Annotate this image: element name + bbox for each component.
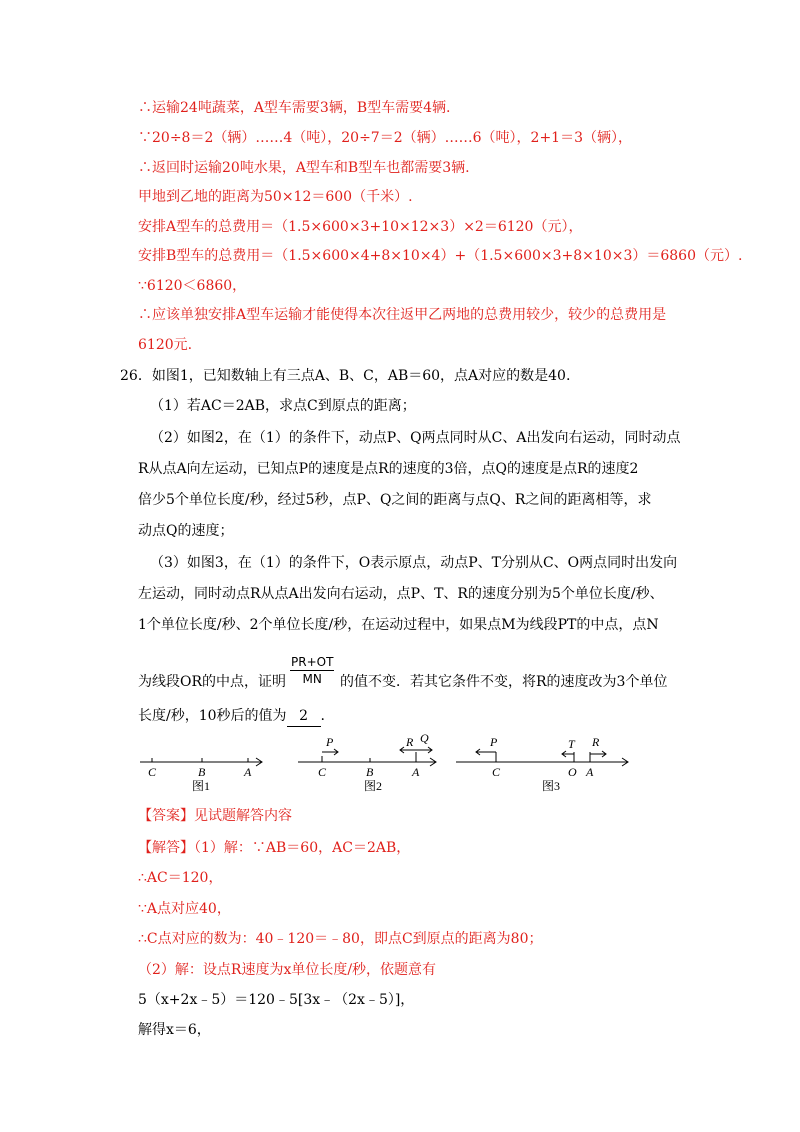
solution-line: 6120元.: [138, 337, 193, 353]
figure-caption: 图3: [542, 779, 561, 793]
point-label: P: [326, 735, 334, 749]
answer-line: 5（x+2x﹣5）＝120﹣5[3x﹣（2x﹣5）]，: [138, 992, 415, 1008]
answer-line: ∴AC＝120，: [138, 870, 223, 886]
solution-line: 甲地到乙地的距离为50×12＝600（千米）.: [138, 189, 413, 205]
figure-caption: 图2: [364, 779, 383, 793]
question-2-line: 动点Q的速度；: [138, 523, 234, 539]
answer-line: （2）解：设点R速度为x单位长度/秒，依题意有: [138, 962, 437, 978]
point-label: C: [318, 765, 327, 779]
question-3-text: .: [320, 708, 325, 724]
fraction: [290, 655, 334, 686]
solution-line: 安排A型车的总费用＝（1.5×600×3+10×12×3）×2＝6120（元），: [138, 219, 583, 235]
point-label: Q: [420, 732, 429, 745]
figure-3: [456, 735, 628, 793]
problem-stem: 26．如图1，已知数轴上有三点A、B、C，AB＝60，点A对应的数是40.: [120, 368, 571, 384]
question-2-line: （2）如图2，在（1）的条件下，动点P、Q两点同时从C、A出发向右运动，同时动点: [150, 430, 681, 446]
point-label: A: [586, 765, 594, 779]
answer-line: ∵A点对应40，: [138, 901, 231, 917]
fraction-numerator: PR+OT: [291, 655, 334, 669]
answer-blank: 2: [287, 706, 321, 727]
point-label: C: [148, 765, 157, 779]
question-3-line: （3）如图3，在（1）的条件下，O表示原点，动点P、T分别从C、O两点同时出发向: [150, 555, 678, 571]
answer-tag: 【答案】见试题解答内容: [138, 808, 292, 824]
figure-2: [298, 732, 436, 793]
answer-line: ∴C点对应的数为：40﹣120＝﹣80，即点C到原点的距离为80；: [138, 931, 543, 947]
point-label: C: [492, 765, 501, 779]
question-3-text: 长度/秒，10秒后的值为: [138, 708, 287, 724]
point-label: P: [490, 735, 498, 749]
answer-line: 【解答】（1）解：∵AB＝60，AC＝2AB，: [138, 840, 411, 856]
point-label: R: [406, 735, 414, 749]
question-3-line: 1个单位长度/秒、2个单位长度/秒，在运动过程中，如果点M为线段PT的中点，点N: [138, 617, 659, 633]
solution-line: ∴返回时运输20吨水果，A型车和B型车也都需要3辆.: [138, 160, 470, 176]
fraction-denominator: MN: [302, 672, 322, 686]
solution-line: ∴应该单独安排A型车运输才能使得本次往返甲乙两地的总费用较少，较少的总费用是: [138, 307, 667, 323]
question-2-line: 倍少5个单位长度/秒，经过5秒，点P、Q之间的距离与点Q、R之间的距离相等，求: [138, 492, 652, 508]
question-3-line: 为线段OR的中点，证明: [138, 674, 287, 690]
answer-line: 解得x＝6，: [138, 1022, 211, 1038]
point-label: T: [568, 737, 575, 751]
point-label: A: [244, 765, 252, 779]
solution-line: ∵6120＜6860，: [138, 278, 247, 294]
point-label: O: [568, 765, 577, 779]
question-3-last-line: [138, 706, 325, 727]
number-line-figures: [136, 732, 636, 796]
question-3-line: 左运动，同时动点R从点A出发向右运动，点P、T、R的速度分别为5个单位长度/秒、: [138, 586, 664, 602]
question-2-line: R从点A向左运动，已知点P的速度是点R的速度的3倍，点Q的速度是点R的速度2: [138, 461, 639, 477]
point-label: A: [412, 765, 420, 779]
solution-line: ∴运输24吨蔬菜，A型车需要3辆，B型车需要4辆.: [138, 100, 451, 116]
solution-line: 安排B型车的总费用＝（1.5×600×4+8×10×4）+（1.5×600×3+8×10×3）＝6860（元）.: [138, 248, 743, 264]
figure-1: [140, 758, 262, 793]
question-1: （1）若AC＝2AB，求点C到原点的距离；: [150, 398, 416, 414]
solution-line: ∵20÷8＝2（辆）……4（吨），20÷7＝2（辆）……6（吨），2+1＝3（辆），: [138, 130, 632, 146]
question-3-line: 的值不变．若其它条件不变，将R的速度改为3个单位: [340, 674, 668, 690]
point-label: B: [198, 765, 206, 779]
point-label: B: [366, 765, 374, 779]
point-label: R: [592, 735, 600, 749]
figure-caption: 图1: [192, 779, 211, 793]
